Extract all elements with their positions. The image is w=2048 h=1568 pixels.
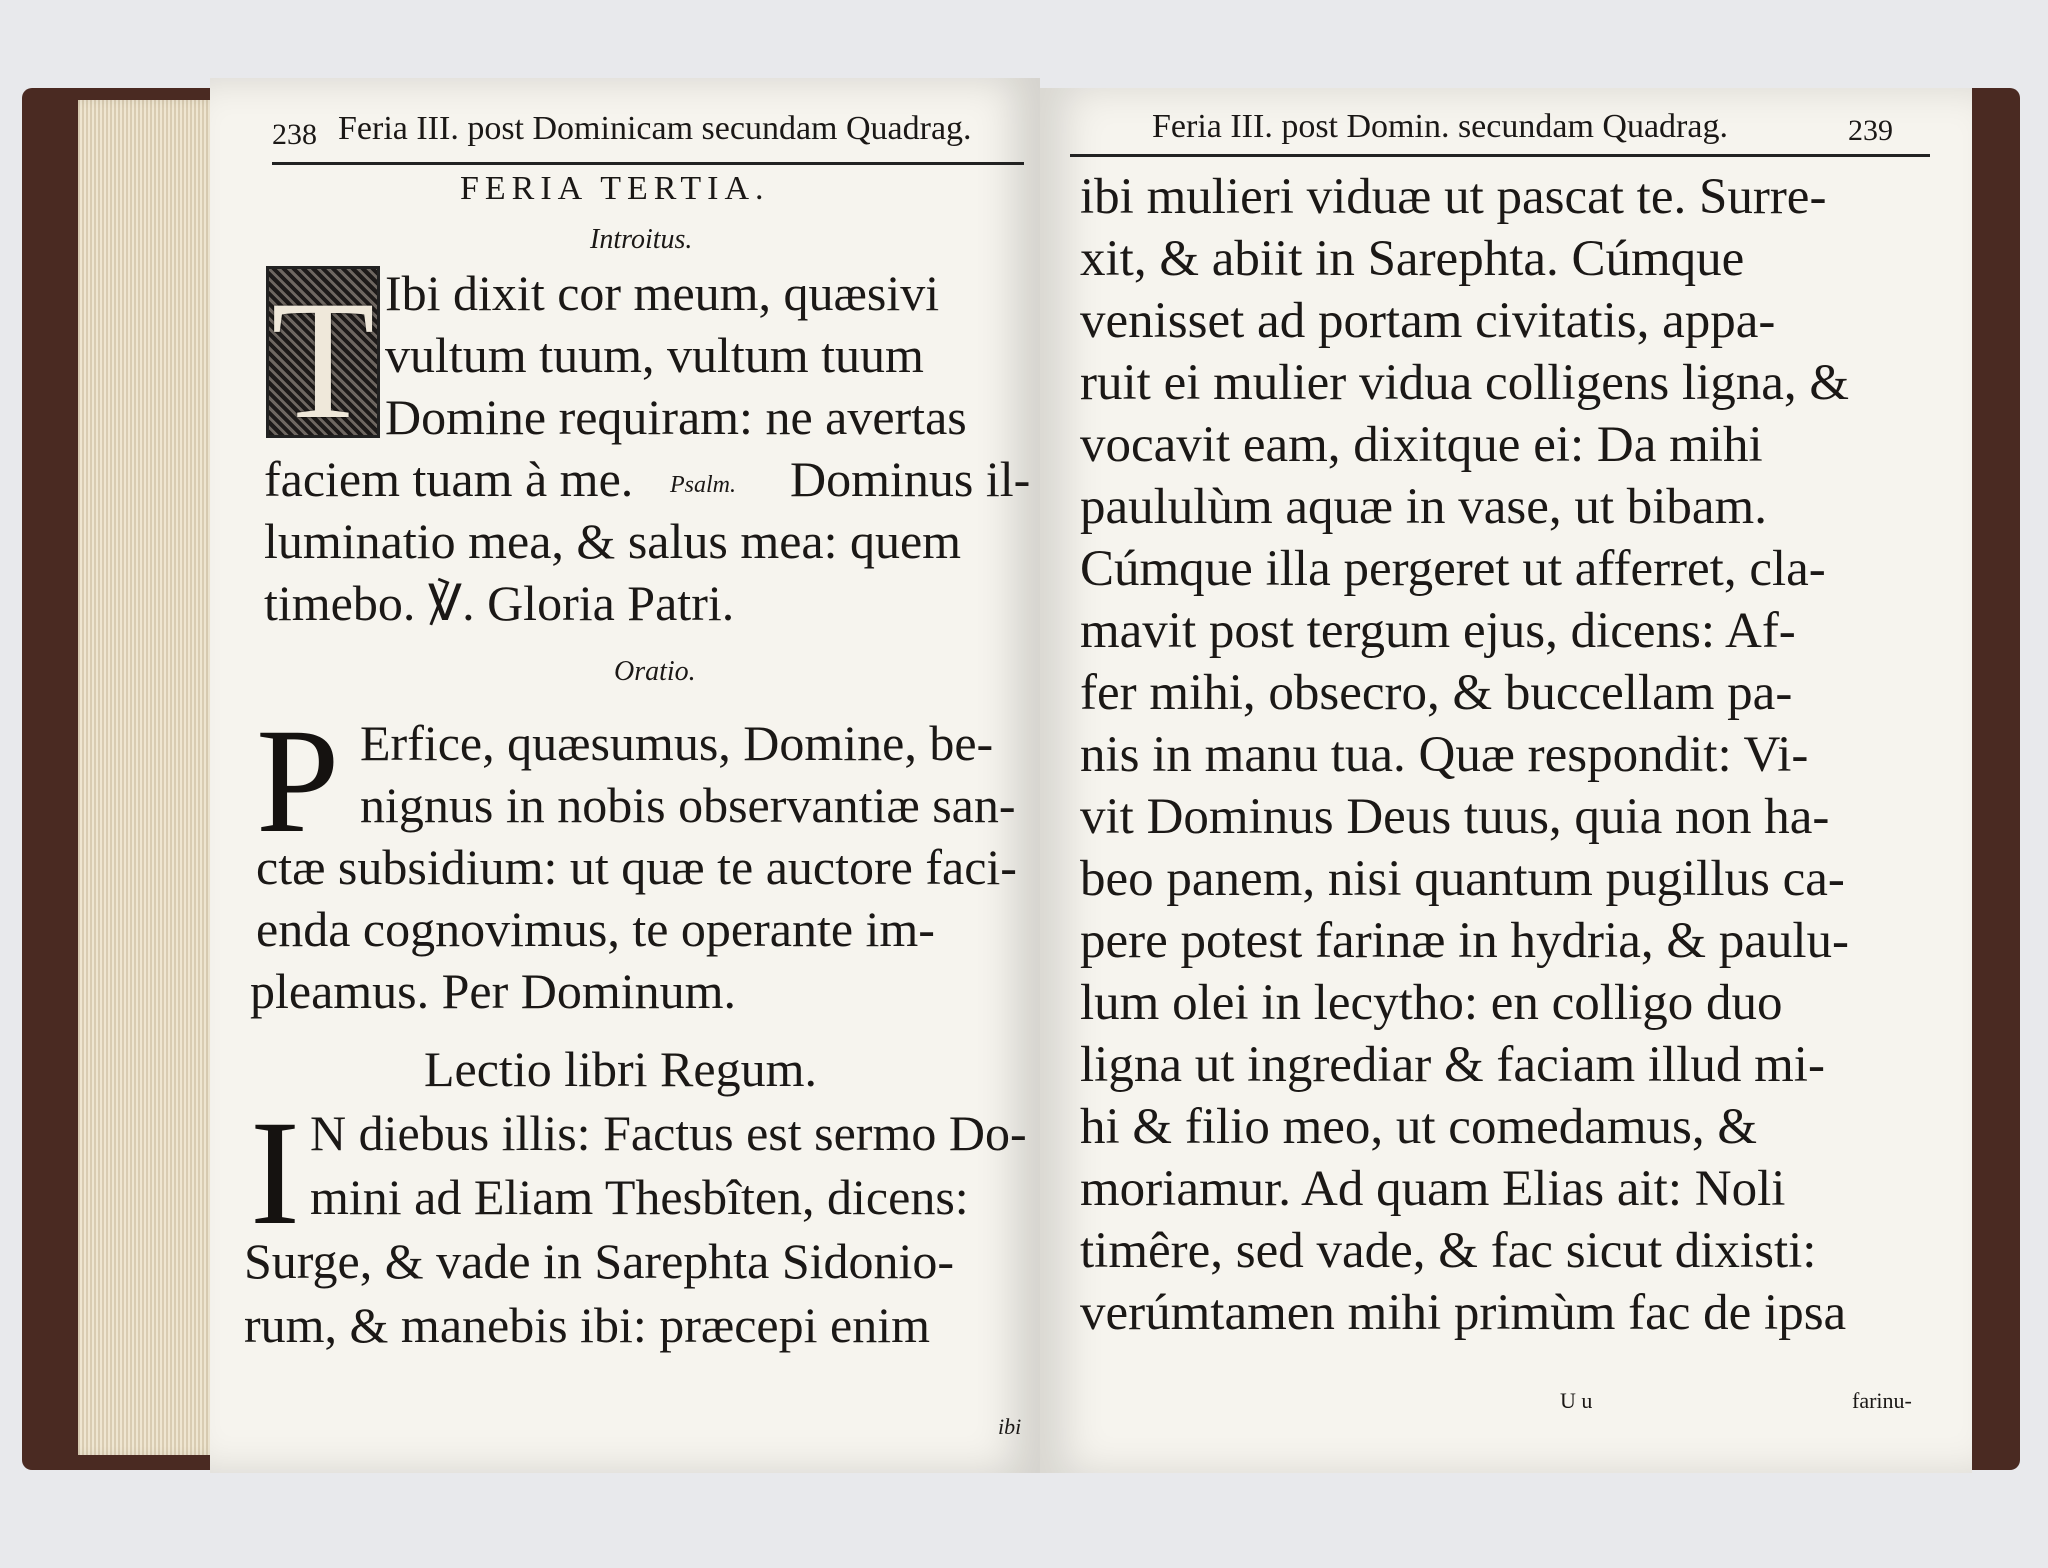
catchword: ibi: [998, 1414, 1022, 1439]
signature-mark: U u: [1560, 1388, 1593, 1413]
oratio-line: nignus in nobis observantiæ san-: [360, 777, 1016, 833]
text-line: hi & filio meo, ut comedamus, &: [1080, 1099, 1758, 1155]
page-edges: [78, 100, 218, 1455]
introit-line: faciem tuam à me.: [264, 451, 634, 507]
introit-line: Dominus il-: [790, 451, 1031, 507]
section-title: FERIA TERTIA.: [460, 170, 770, 207]
introit-line: luminatio mea, & salus mea: quem: [264, 513, 962, 569]
oratio-line: Erfice, quæsumus, Domine, be-: [360, 715, 994, 771]
dropcap-i: I: [250, 1090, 300, 1256]
text-line: vit Dominus Deus tuus, quia non ha-: [1080, 789, 1830, 845]
introit-line: vultum tuum, vultum tuum: [385, 327, 924, 383]
lectio-line: Surge, & vade in Sarephta Sidonio-: [244, 1233, 955, 1289]
ornamental-dropcap-t: T: [266, 266, 380, 438]
introit-line: Domine requiram: ne avertas: [385, 389, 967, 445]
text-line: ligna ut ingrediar & faciam illud mi-: [1080, 1037, 1825, 1093]
text-line: pere potest farinæ in hydria, & paulu-: [1080, 913, 1850, 969]
text-line: nis in manu tua. Quæ respondit: Vi-: [1080, 727, 1809, 783]
text-line: vocavit eam, dixitque ei: Da mihi: [1080, 417, 1763, 473]
page-number: 239: [1848, 114, 1893, 147]
text-line: verúmtamen mihi primùm fac de ipsa: [1080, 1285, 1847, 1341]
oratio-label: Oratio.: [614, 656, 696, 687]
psalm-label: Psalm.: [670, 472, 736, 498]
running-head: Feria III. post Domin. secundam Quadrag.: [1152, 108, 1728, 145]
dropcap-p: P: [256, 698, 340, 864]
lectio-line: mini ad Eliam Thesbîten, dicens:: [310, 1169, 969, 1225]
right-page: [1040, 88, 1972, 1473]
text-line: timêre, sed vade, & fac sicut dixisti:: [1080, 1223, 1817, 1279]
page-number: 238: [272, 118, 317, 151]
text-line: xit, & abiit in Sarephta. Cúmque: [1080, 231, 1745, 287]
introit-line: Ibi dixit cor meum, quæsivi: [385, 265, 940, 321]
text-line: ibi mulieri viduæ ut pascat te. Surre-: [1080, 169, 1827, 225]
text-line: moriamur. Ad quam Elias ait: Noli: [1080, 1161, 1786, 1217]
oratio-line: pleamus. Per Dominum.: [250, 963, 737, 1019]
oratio-line: enda cognovimus, te operante im-: [256, 901, 935, 957]
text-line: mavit post tergum ejus, dicens: Af-: [1080, 603, 1796, 659]
text-line: venisset ad portam civitatis, appa-: [1080, 293, 1776, 349]
running-head: Feria III. post Dominicam secundam Quadrag.: [338, 110, 972, 147]
text-line: beo panem, nisi quantum pugillus ca-: [1080, 851, 1845, 907]
introit-label: Introitus.: [590, 224, 693, 255]
lectio-title: Lectio libri Regum.: [424, 1041, 817, 1097]
introit-line: timebo. ℣. Gloria Patri.: [264, 575, 735, 631]
text-line: ruit ei mulier vidua colligens ligna, &: [1080, 355, 1850, 411]
oratio-line: ctæ subsidium: ut quæ te auctore faci-: [256, 839, 1017, 895]
catchword: farinu-: [1852, 1388, 1912, 1413]
lectio-line: N diebus illis: Factus est sermo Do-: [310, 1105, 1027, 1161]
text-line: lum olei in lecytho: en colligo duo: [1080, 975, 1783, 1031]
left-page: [210, 78, 1040, 1473]
text-line: fer mihi, obsecro, & buccellam pa-: [1080, 665, 1793, 721]
text-line: Cúmque illa pergeret ut afferret, cla-: [1080, 541, 1826, 597]
lectio-line: rum, & manebis ibi: præcepi enim: [244, 1297, 930, 1353]
head-rule: [272, 162, 1024, 165]
head-rule: [1070, 154, 1930, 157]
text-line: paululùm aquæ in vase, ut bibam.: [1080, 479, 1767, 535]
